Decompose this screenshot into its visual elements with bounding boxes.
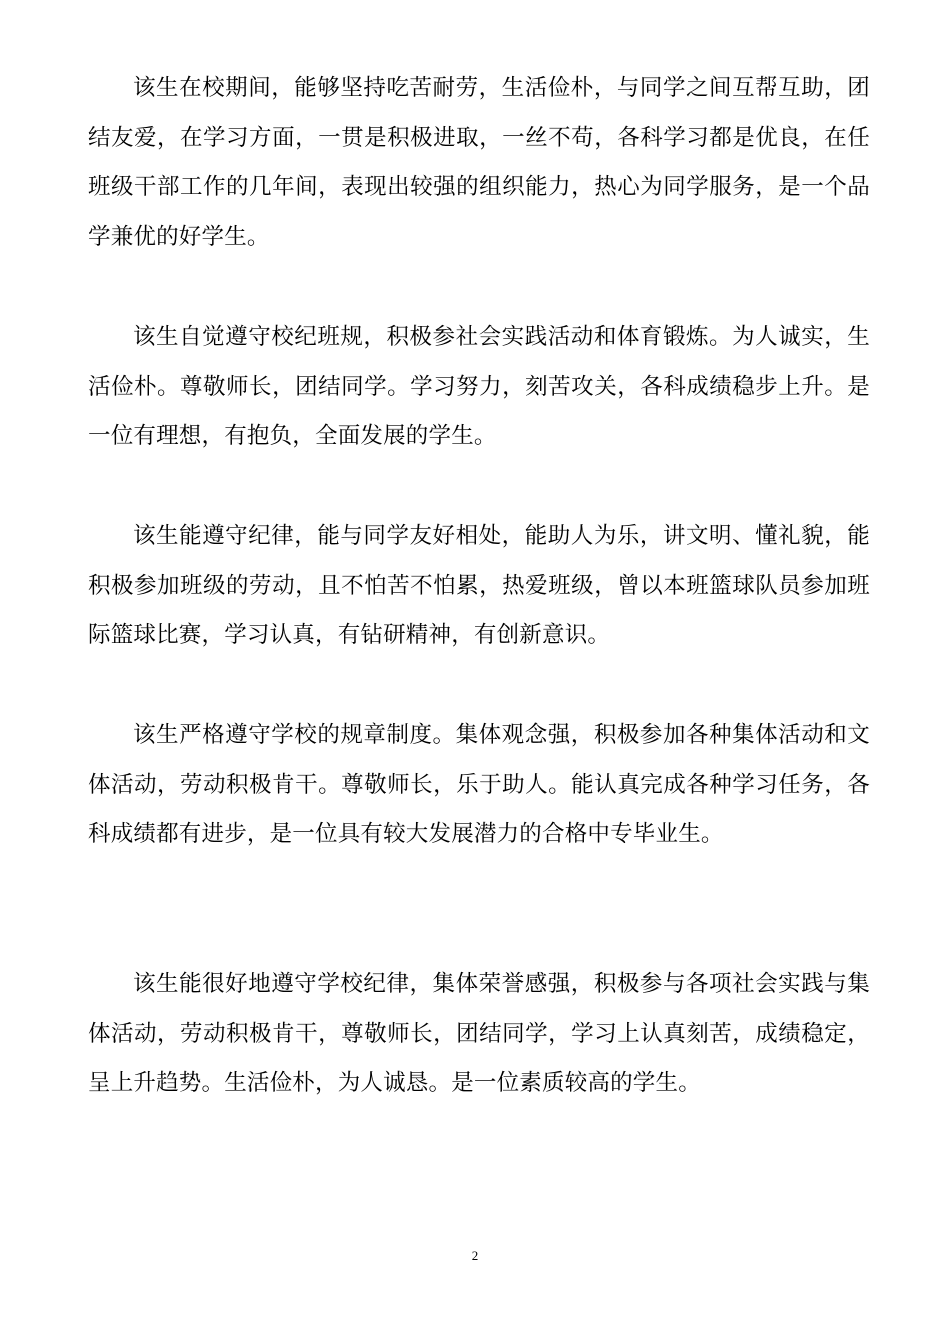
paragraph-5: 该生能很好地遵守学校纪律，集体荣誉感强，积极参与各项社会实践与集体活动，劳动积极肯干，尊敬师长，团结同学，学习上认真刻苦，成绩稳定，呈上升趋势。生活俭朴，为人诚恳。是一位素质较高的学生。 bbox=[88, 971, 870, 1096]
paragraph-4: 该生严格遵守学校的规章制度。集体观念强，积极参加各种集体活动和文体活动，劳动积极肯干。尊敬师长，乐于助人。能认真完成各种学习任务，各科成绩都有进步，是一位具有较大发展潜力的合格中专毕业生。 bbox=[88, 722, 870, 847]
paragraph-3: 该生能遵守纪律，能与同学友好相处，能助人为乐，讲文明、懂礼貌，能积极参加班级的劳动，且不怕苦不怕累，热爱班级，曾以本班篮球队员参加班际篮球比赛，学习认真，有钻研精神，有创新意识。 bbox=[88, 523, 870, 648]
paragraph-1: 该生在校期间，能够坚持吃苦耐劳，生活俭朴，与同学之间互帮互助，团结友爱，在学习方面，一贯是积极进取，一丝不苟，各科学习都是优良，在任班级干部工作的几年间，表现出较强的组织能力，热心为同学服务，是一个品学兼优的好学生。 bbox=[88, 75, 870, 250]
paragraph-2: 该生自觉遵守校纪班规，积极参社会实践活动和体育锻炼。为人诚实，生活俭朴。尊敬师长，团结同学。学习努力，刻苦攻关，各科成绩稳步上升。是一位有理想，有抱负，全面发展的学生。 bbox=[88, 324, 870, 449]
page-number: 2 bbox=[471, 1248, 479, 1263]
